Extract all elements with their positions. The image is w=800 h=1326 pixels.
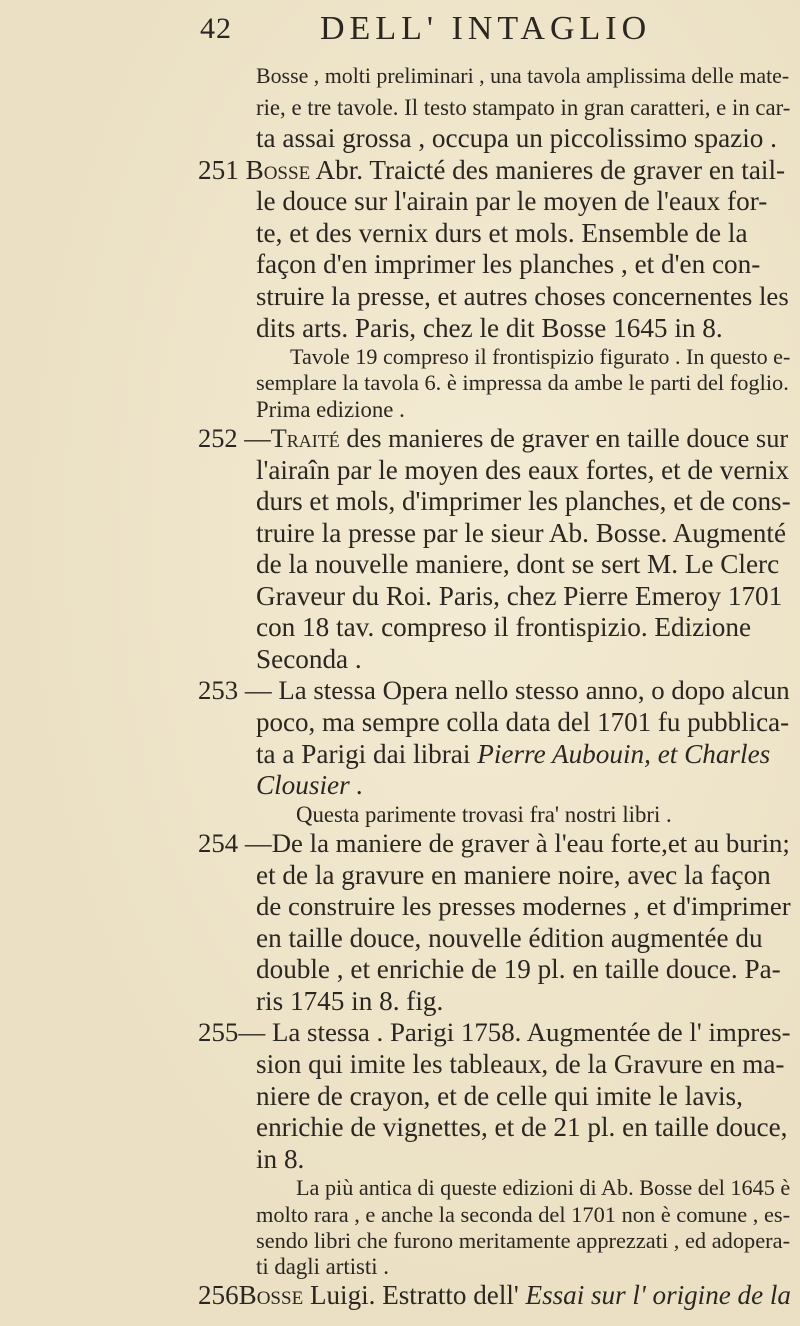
note-line: Tavole 19 compreso il frontispizio figurato . In questo e- (290, 344, 791, 370)
entry-251-first-line (198, 155, 785, 187)
note-text: molto rara , e anche la seconda del 1701 non è comune , es- (256, 1201, 791, 1227)
entry-number: 251 (198, 154, 239, 185)
entry-number: 255 (198, 1017, 239, 1048)
text-line: Bosse , molti preliminari , una tavola amplissima delle mate- (256, 63, 790, 88)
text-line: en taille douce, nouvelle édition augmentée du (256, 922, 763, 953)
entry-author: Traité (270, 422, 340, 453)
entry-252-first-line: 252 —Traité des manieres de graver en taille douce sur (198, 422, 789, 453)
text-line: le douce sur l'airain par le moyen de l'eaux for- (256, 186, 768, 217)
note-text: La più antica di queste edizioni di Ab. Bosse del 1645 è (296, 1175, 791, 1201)
running-head (200, 10, 760, 50)
text-line: dits arts. Paris, chez le dit Bosse 1645 in 8. (256, 312, 723, 343)
entry-text: Luigi. Estratto dell' (309, 1280, 526, 1311)
page-number: 42 (200, 12, 232, 45)
running-title: DELL' INTAGLIO (320, 10, 652, 47)
entry-number: 252 (198, 422, 238, 453)
text-line (198, 1017, 791, 1049)
entry-text: Abr. Traicté des manieres de graver en tail- (315, 154, 786, 185)
entry-author: Bosse (245, 154, 311, 185)
entry-text: ta a Parigi dai librai (256, 738, 478, 769)
text-line: con 18 tav. compreso il frontispizio. Edizione (256, 612, 752, 643)
italic-title: Essai sur l' origine de la (525, 1280, 791, 1311)
entry-author: Bosse (238, 1280, 310, 1311)
text-line: Seconda . (256, 643, 362, 674)
text-line: poco, ma sempre colla data del 1701 fu pubblica- (256, 707, 790, 738)
entry-text: —De la maniere de graver à l'eau forte,et au burin; (244, 828, 790, 859)
entry-number: 253 (198, 675, 239, 706)
text-line: de la nouvelle maniere, dont se sert M. Le Clerc (256, 549, 780, 580)
text-line (256, 739, 770, 771)
note-line (256, 1228, 790, 1254)
note-line: semplare la tavola 6. è impressa da ambe le parti del foglio. (256, 370, 789, 396)
entry-text: niere de crayon, et de celle qui imite le lavis, (256, 1080, 743, 1111)
text-line: te, et des vernix durs et mols. Ensemble de la (256, 217, 748, 248)
entry-number: 256 (198, 1280, 239, 1311)
entry-253-first-line (198, 675, 790, 707)
text-line: durs et mols, d'imprimer les planches, et de cons- (256, 486, 791, 517)
note-line: Prima edizione . (256, 396, 405, 422)
text-line: rie, e tre tavole. Il testo stampato in gran caratteri, e in car- (256, 94, 791, 120)
text-line: l'airaîn par le moyen des eaux fortes, et de vernix (256, 454, 789, 485)
text-line (198, 1280, 791, 1312)
text-line: Clousier . (256, 770, 364, 801)
text-line: ta assai grossa , occupa un piccolissimo spazio . (256, 123, 777, 154)
note-text: sendo libri che furono meritamente apprezzati , ed adopera- (256, 1227, 791, 1253)
text-line: ris 1745 in 8. fig. (256, 985, 444, 1016)
note-line: Questa parimente trovasi fra' nostri libri . (296, 801, 672, 827)
text-line (256, 1144, 304, 1176)
text-line: struire la presse, et autres choses concernentes les (256, 280, 789, 311)
entry-text: — La stessa . Parigi 1758. Augmentée de l' impres- (238, 1017, 791, 1048)
text-line: truire la presse par le sieur Ab. Bosse. Augmenté (256, 517, 787, 548)
text-line: et de la gravure en maniere noire, avec la façon (256, 859, 771, 890)
entry-text: in 8. (256, 1143, 305, 1174)
note-line (296, 1175, 790, 1201)
text-line: de construire les presses modernes , et d'imprimer (256, 891, 791, 922)
text-line (256, 1049, 784, 1081)
entry-text: enrichie de vignettes, et de 21 pl. en taille douce, (256, 1112, 788, 1143)
text-line: Graveur du Roi. Paris, chez Pierre Emeroy 1701 (256, 580, 783, 611)
note-line (256, 1254, 389, 1280)
note-text: ti dagli artisti . (256, 1254, 389, 1280)
text-line: façon d'en imprimer les planches , et d'en con- (256, 249, 761, 280)
entry-text: sion qui imite les tableaux, de la Gravure en ma- (256, 1048, 785, 1079)
text-line: double , et enrichie de 19 pl. en taille douce. Pa- (256, 954, 781, 985)
entry-text: des manieres de graver en taille douce sur (346, 422, 789, 453)
note-line (256, 1202, 790, 1228)
text-line (256, 1081, 743, 1113)
entry-254-first-line (198, 828, 790, 860)
italic-names: Pierre Aubouin, et Charles (477, 738, 771, 769)
entry-number: 254 (198, 828, 239, 859)
entry-text: — La stessa Opera nello stesso anno, o dopo alcun (244, 675, 790, 706)
text-line (256, 1112, 787, 1144)
